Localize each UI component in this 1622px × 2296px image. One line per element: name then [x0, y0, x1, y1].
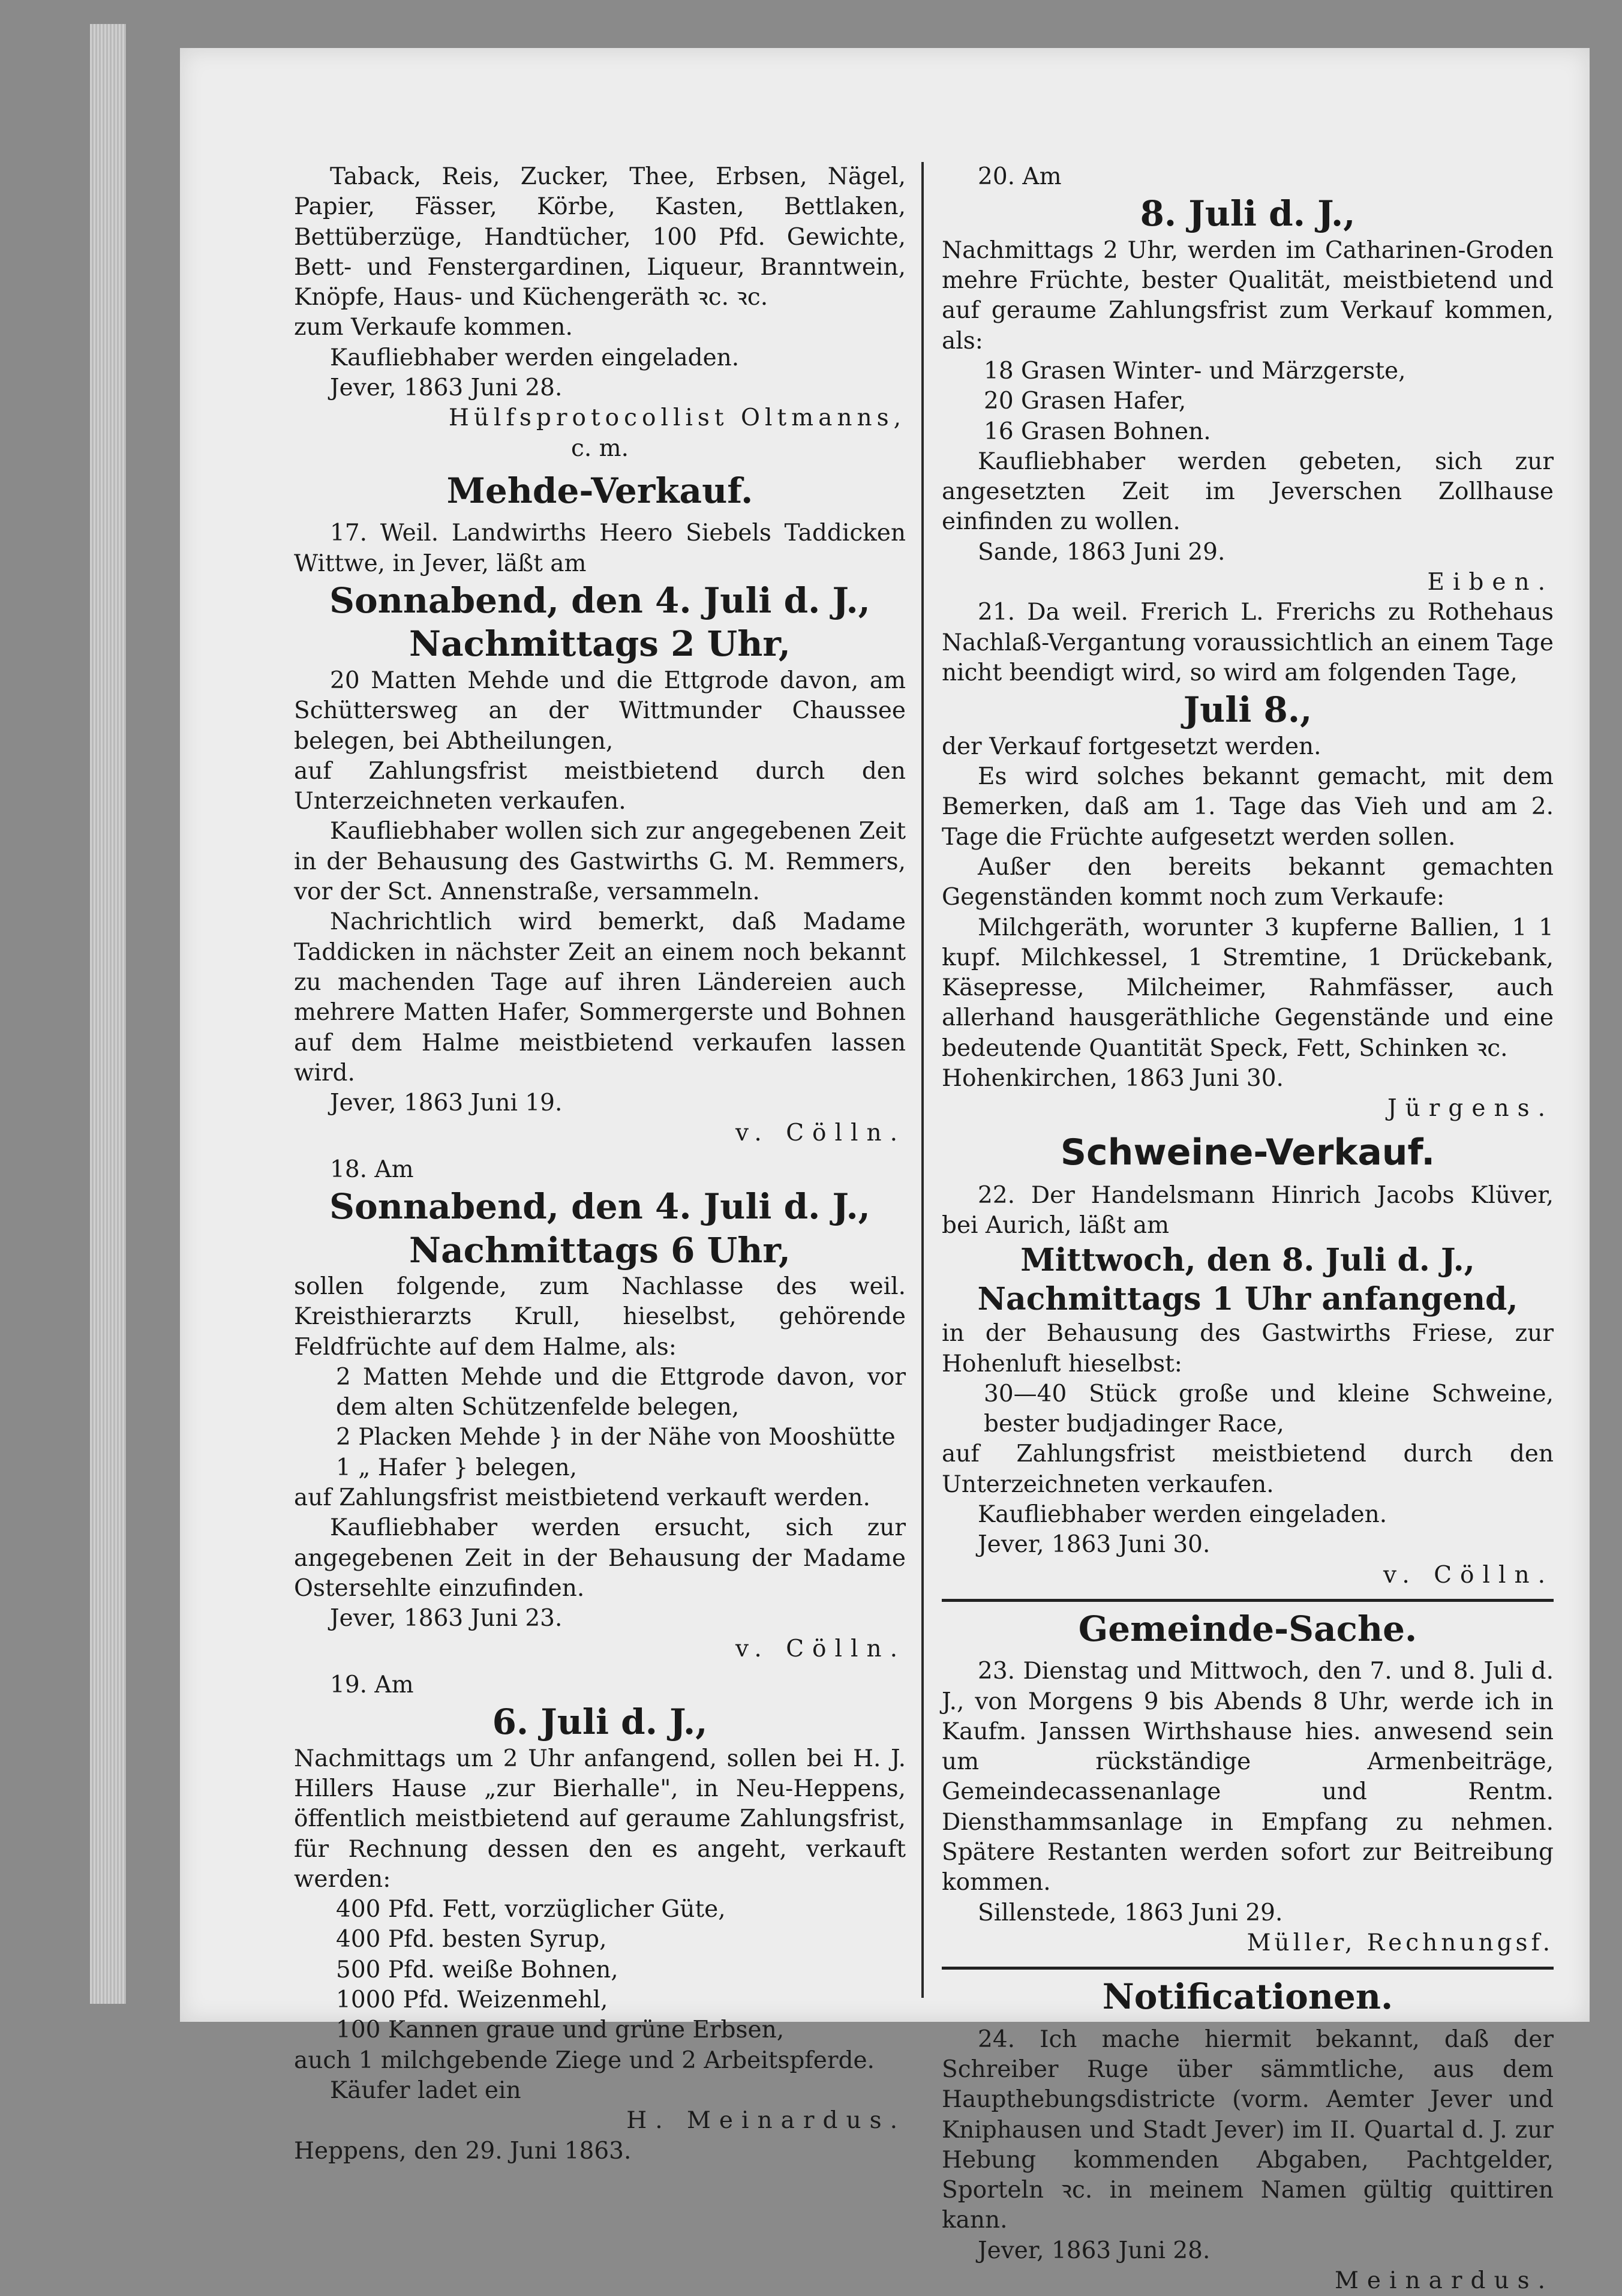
date-line: Jever, 1863 Juni 28.	[978, 2237, 1211, 2264]
notice-17-meeting: Kaufliebhaber wollen sich zur angegebenen Zeit in der Behausung des Gastwirths G. M. Remmers, vor der Sct. Annenstraße, versammeln.	[294, 818, 906, 906]
notice-20-date: 8. Juli d. J.,	[1140, 193, 1356, 235]
notice-18-intro: 18. Am	[330, 1155, 414, 1183]
date-line: Jever, 1863 Juni 23.	[330, 1605, 563, 1632]
section-heading-gemeinde: Gemeinde-Sache.	[1078, 1608, 1417, 1649]
notice-20-item: 18 Grasen Winter- und Märzgerste,	[984, 357, 1406, 385]
signature: Hülfsprotocollist Oltmanns,	[448, 404, 906, 432]
notice-23-body: 23. Dienstag und Mittwoch, den 7. und 8. Juli d. J., von Morgens 9 bis Abends 8 Uhr, werde ich in Kaufm. Janssen Wirthshause hies. anwesend sein um rückständige Armenbeiträge, Gemeindecassenanlage und Rentm. Diensthammsanlage in Empfang zu nehmen. Spätere Restanten werden sofort zur Beitreibung kommen.	[942, 1658, 1554, 1896]
signature: Müller, Rechnungsf.	[1246, 1929, 1554, 1956]
notice-18-date: Sonnabend, den 4. Juli d. J.,	[329, 1186, 870, 1227]
notice-21-extra: Außer den bereits bekannt gemachten Gegenständen kommt noch zum Verkaufe:	[942, 853, 1554, 911]
notice-18-item: 2 Placken Mehde } in der Nähe von Mooshütte	[336, 1424, 896, 1451]
notice-22-intro: 22. Der Handelsmann Hinrich Jacobs Klüver, bei Aurich, läßt am	[942, 1181, 1554, 1239]
notice-19-extra: auch 1 milchgebende Ziege und 2 Arbeitspferde.	[294, 2046, 875, 2074]
date-line: Heppens, den 29. Juni 1863.	[294, 2137, 632, 2165]
signature: Eiben.	[1427, 569, 1554, 596]
notice-21-items: Milchgeräth, worunter 3 kupferne Ballien, 1 1 kupf. Milchkessel, 1 Stremtine, 1 Drückebank, Käsepresse, Milcheimer, Rahmfässer, auch allerhand hausgeräthliche Gegenstände und eine bedeutende Quantität Speck, Fett, Schinken ꝛc.	[942, 914, 1554, 1062]
notice-22-invite: Kaufliebhaber werden eingeladen.	[978, 1500, 1387, 1528]
notice-17-date: Sonnabend, den 4. Juli d. J.,	[329, 580, 870, 621]
signature-suffix: c. m.	[570, 434, 629, 462]
text-line: Kaufliebhaber werden eingeladen.	[330, 344, 740, 371]
left-column	[294, 162, 906, 2166]
notice-20-meeting: Kaufliebhaber werden gebeten, sich zur angesetzten Zeit im Jeverschen Zollhause einfinden zu wollen.	[942, 448, 1554, 536]
section-rule	[942, 1599, 1554, 1602]
notice-24-body: 24. Ich mache hiermit bekannt, daß der Schreiber Ruge über sämmtliche, aus dem Haupthebungsdistricte (vorm. Aemter Jever und Kniphausen und Stadt Jever) im II. Quartal d. J. zur Hebung kommenden Abgaben, Pachtgelder, Sporteln ꝛc. in meinem Namen gültig quittiren kann.	[942, 2025, 1554, 2234]
notice-18-body: sollen folgende, zum Nachlasse des weil. Kreisthierarzts Krull, hieselbst, gehörende Feldfrüchte auf dem Halme, als:	[294, 1273, 906, 1361]
notice-20-intro: 20. Am	[978, 163, 1062, 190]
notice-17-terms: auf Zahlungsfrist meistbietend durch den Unterzeichneten verkaufen.	[294, 757, 906, 815]
notice-21-intro: 21. Da weil. Frerich L. Frerichs zu Rothehaus Nachlaß-Vergantung voraussichtlich an einem Tage nicht beendigt wird, so wird am folgenden Tage,	[942, 599, 1554, 686]
notice-19-body: Nachmittags um 2 Uhr anfangend, sollen bei H. J. Hillers Hause „zur Bierhalle", in Neu-Heppens, öffentlich meistbietend auf geraume Zahlungsfrist, für Rechnung dessen den es angeht, verkauft werden:	[294, 1745, 906, 1893]
section-heading-schweine: Schweine-Verkauf.	[1060, 1131, 1435, 1173]
section-rule	[942, 1967, 1554, 1970]
date-line: Jever, 1863 Juni 19.	[330, 1090, 563, 1117]
right-column	[942, 162, 1554, 2296]
notice-21-date: Juli 8.,	[1183, 689, 1312, 731]
signature: Jürgens.	[1387, 1095, 1554, 1123]
notice-18-time: Nachmittags 6 Uhr,	[409, 1229, 791, 1271]
date-line: Jever, 1863 Juni 30.	[978, 1531, 1211, 1559]
notice-20-body: Nachmittags 2 Uhr, werden im Catharinen-Groden mehre Früchte, bester Qualität, meistbietend und auf geraume Zahlungsfrist zum Verkauf kommen, als:	[942, 236, 1554, 355]
item-list-text: Taback, Reis, Zucker, Thee, Erbsen, Nägel, Papier, Fässer, Körbe, Kasten, Bettlaken, Bettüberzüge, Handtücher, 100 Pfd. Gewichte, Bett- und Fenstergardinen, Liqueur, Branntwein, Knöpfe, Haus- und Küchengeräth ꝛc. ꝛc.	[294, 163, 906, 311]
notice-19-intro: 19. Am	[330, 1671, 414, 1698]
book-binding-edge	[90, 24, 127, 2004]
signature: v. Cölln.	[735, 1120, 906, 1147]
signature: v. Cölln.	[735, 1635, 906, 1662]
notice-19-date: 6. Juli d. J.,	[492, 1701, 708, 1743]
notice-19-item: 500 Pfd. weiße Bohnen,	[336, 1956, 618, 1983]
notice-17-intro: 17. Weil. Landwirths Heero Siebels Taddicken Wittwe, in Jever, läßt am	[294, 520, 906, 577]
signature: H. Meinardus.	[626, 2107, 906, 2135]
notice-17-body: 20 Matten Mehde und die Ettgrode davon, am Schüttersweg an der Wittmunder Chaussee belegen, bei Abtheilungen,	[294, 667, 906, 755]
notice-18-item: 1 „ Hafer } belegen,	[336, 1454, 577, 1481]
notice-17-time: Nachmittags 2 Uhr,	[409, 623, 791, 665]
notice-19-item: 400 Pfd. Fett, vorzüglicher Güte,	[336, 1896, 726, 1923]
notice-19-invite: Käufer ladet ein	[330, 2076, 521, 2104]
notice-18-meeting: Kaufliebhaber werden ersucht, sich zur angegebenen Zeit in der Behausung der Madame Ostersehlte einzufinden.	[294, 1514, 906, 1602]
notice-21-continued: der Verkauf fortgesetzt werden.	[942, 733, 1321, 760]
text-line: zum Verkaufe kommen.	[294, 314, 573, 341]
signature: v. Cölln.	[1383, 1561, 1554, 1589]
newspaper-page	[180, 48, 1590, 2294]
signature: Meinardus.	[1335, 2267, 1554, 2294]
notice-17-note: Nachrichtlich wird bemerkt, daß Madame Taddicken in nächster Zeit an einem noch bekannt zu machenden Tage auf ihren Ländereien auch mehrere Matten Hafer, Sommergerste und Bohnen auf dem Halme meistbietend verkaufen lassen wird.	[294, 908, 906, 1087]
notice-22-date: Mittwoch, den 8. Juli d. J.,	[1020, 1242, 1475, 1279]
date-line: Sillenstede, 1863 Juni 29.	[978, 1899, 1283, 1926]
notice-18-terms: auf Zahlungsfrist meistbietend verkauft werden.	[294, 1484, 870, 1512]
notice-22-item: 30—40 Stück große und kleine Schweine, bester budjadinger Race,	[984, 1380, 1554, 1438]
section-heading-mehde: Mehde-Verkauf.	[446, 470, 753, 511]
notice-22-terms: auf Zahlungsfrist meistbietend durch den Unterzeichneten verkaufen.	[942, 1440, 1554, 1498]
notice-22-time: Nachmittags 1 Uhr anfangend,	[977, 1281, 1518, 1318]
notice-20-item: 16 Grasen Bohnen.	[984, 418, 1211, 445]
section-heading-notificationen: Notificationen.	[1102, 1976, 1393, 2018]
notice-18-item: 2 Matten Mehde und die Ettgrode davon, vor dem alten Schützenfelde belegen,	[336, 1363, 906, 1421]
notice-20-item: 20 Grasen Hafer,	[984, 388, 1187, 415]
date-line: Sande, 1863 Juni 29.	[978, 538, 1225, 566]
date-line: Hohenkirchen, 1863 Juni 30.	[942, 1065, 1284, 1093]
notice-19-item: 1000 Pfd. Weizenmehl,	[336, 1986, 608, 2014]
notice-21-body: Es wird solches bekannt gemacht, mit dem Bemerken, daß am 1. Tage das Vieh und am 2. Tage die Früchte aufgesetzt werden sollen.	[942, 763, 1554, 851]
notice-22-location: in der Behausung des Gastwirths Friese, zur Hohenluft hieselbst:	[942, 1320, 1554, 1377]
notice-19-item: 400 Pfd. besten Syrup,	[336, 1926, 607, 1953]
column-divider	[921, 162, 924, 1998]
date-line: Jever, 1863 Juni 28.	[330, 374, 563, 402]
notice-19-item: 100 Kannen graue und grüne Erbsen,	[336, 2016, 785, 2044]
